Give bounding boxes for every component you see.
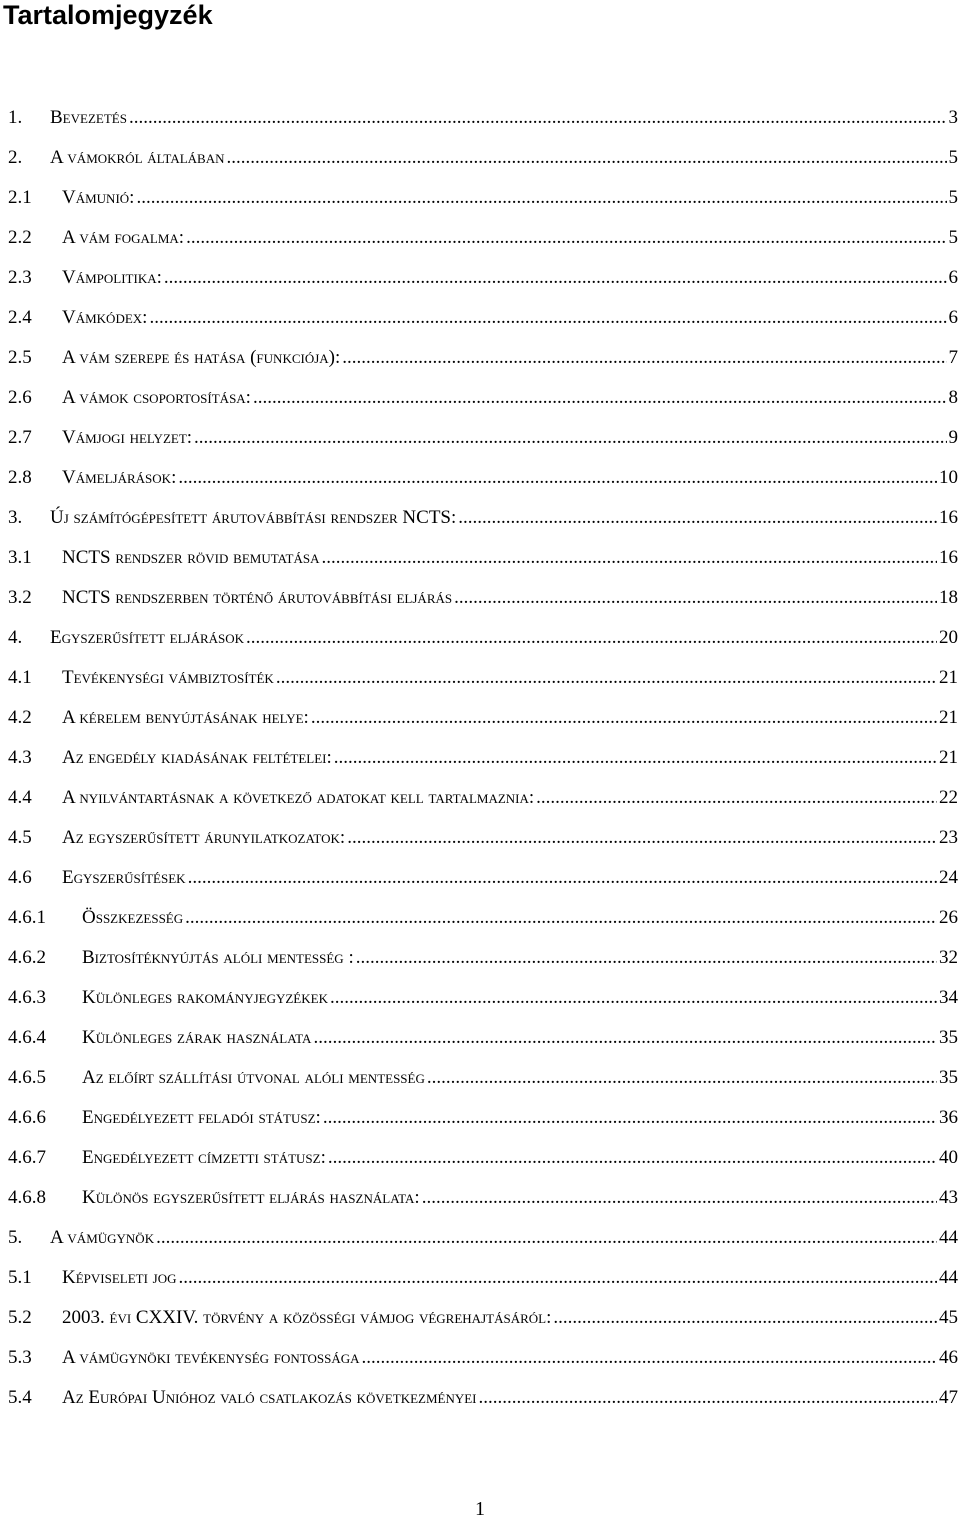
toc-entry[interactable] (8, 1145, 958, 1171)
toc-entry-title: A vám szerepe és hatása (funkciója): (62, 347, 341, 368)
toc-entry-title: Képviseleti jog (62, 1267, 177, 1288)
toc-entry[interactable] (8, 745, 958, 771)
toc-entry-title: Különleges rakományjegyzékek (82, 987, 328, 1008)
toc-entry-title: Tevékenységi vámbiztosíték (62, 667, 274, 688)
toc-dot-leader (479, 1385, 937, 1411)
page-number: 1 (475, 1498, 485, 1520)
toc-entry-page: 6 (948, 267, 958, 288)
toc-entry[interactable] (8, 1065, 958, 1091)
toc-dot-leader (334, 745, 937, 771)
toc-entry-page: 5 (948, 187, 958, 208)
toc-dot-leader (356, 945, 937, 971)
toc-dot-leader (427, 1065, 937, 1091)
toc-entry-page: 32 (939, 947, 958, 968)
toc-entry-number: 4.3 (8, 747, 32, 768)
toc-dot-leader (322, 545, 937, 571)
toc-entry-number: 2.8 (8, 467, 32, 488)
toc-entry-number: 4. (8, 627, 23, 648)
toc-entry-page: 8 (948, 387, 958, 408)
toc-entry[interactable] (8, 1025, 958, 1051)
toc-entry-page: 36 (939, 1107, 958, 1128)
toc-dot-leader (149, 305, 946, 331)
toc-entry-page: 5 (948, 227, 958, 248)
toc-dot-leader (311, 705, 937, 731)
toc-entry-title: Bevezetés (50, 107, 127, 128)
toc-entry[interactable] (8, 985, 958, 1011)
toc-entry-number: 4.6.3 (8, 987, 46, 1008)
toc-dot-leader (323, 1105, 937, 1131)
toc-entry[interactable] (8, 1225, 958, 1251)
toc-entry-page: 23 (939, 827, 958, 848)
toc-entry-number: 2.7 (8, 427, 32, 448)
toc-entry-number: 4.4 (8, 787, 32, 808)
toc-entry-page: 46 (939, 1347, 958, 1368)
toc-dot-leader (330, 985, 937, 1011)
toc-entry-title: Különös egyszerűsített eljárás használata: (82, 1187, 420, 1208)
toc-entry-page: 18 (939, 587, 958, 608)
toc-dot-leader (362, 1345, 937, 1371)
toc-entry-page: 10 (939, 467, 958, 488)
toc-entry-page: 9 (948, 427, 958, 448)
toc-entry-title: Vámkódex: (62, 307, 148, 328)
toc-entry[interactable] (8, 585, 958, 611)
toc-entry[interactable] (8, 785, 958, 811)
toc-dot-leader (178, 465, 937, 491)
toc-entry-title: A vámügynök (50, 1227, 155, 1248)
toc-entry[interactable] (8, 185, 958, 211)
toc-entry[interactable] (8, 425, 958, 451)
toc-entry[interactable] (8, 1305, 958, 1331)
toc-entry-page: 35 (939, 1027, 958, 1048)
toc-entry[interactable] (8, 825, 958, 851)
toc-entry[interactable] (8, 265, 958, 291)
toc-entry-number: 5.2 (8, 1307, 32, 1328)
toc-entry-title: A vám fogalma: (62, 227, 185, 248)
toc-entry[interactable] (8, 385, 958, 411)
toc-dot-leader (313, 1025, 937, 1051)
toc-entry-page: 26 (939, 907, 958, 928)
toc-entry-page: 21 (939, 707, 958, 728)
toc-dot-leader (179, 1265, 937, 1291)
toc-entry-title: Vámjogi helyzet: (62, 427, 193, 448)
toc-dot-leader (454, 585, 937, 611)
toc-entry[interactable] (8, 1265, 958, 1291)
toc-entry-number: 2.2 (8, 227, 32, 248)
toc-entry-page: 6 (948, 307, 958, 328)
toc-entry-page: 20 (939, 627, 958, 648)
toc-entry-page: 5 (948, 147, 958, 168)
toc-entry-number: 5.4 (8, 1387, 32, 1408)
toc-entry-page: 47 (939, 1387, 958, 1408)
toc-entry[interactable] (8, 145, 958, 171)
toc-dot-leader (253, 385, 947, 411)
toc-dot-leader (553, 1305, 937, 1331)
toc-entry-title: Összkezesség (82, 907, 184, 928)
toc-entry[interactable] (8, 1105, 958, 1131)
toc-dot-leader (422, 1185, 937, 1211)
toc-entry-title: A vámügynöki tevékenység fontossága (62, 1347, 360, 1368)
toc-dot-leader (194, 425, 946, 451)
toc-entry-title: NCTS rendszer rövid bemutatása (62, 547, 320, 568)
toc-entry-title: Vámeljárások: (62, 467, 177, 488)
toc-entry-page: 44 (939, 1227, 958, 1248)
toc-entry[interactable] (8, 1385, 958, 1411)
toc-entry-number: 5.3 (8, 1347, 32, 1368)
toc-entry-page: 40 (939, 1147, 958, 1168)
toc-entry-title: Az előírt szállítási útvonal alóli mentesség (82, 1067, 425, 1088)
toc-entry-number: 3.1 (8, 547, 32, 568)
toc-entry[interactable] (8, 625, 958, 651)
toc-entry-page: 24 (939, 867, 958, 888)
toc-entry-number: 4.5 (8, 827, 32, 848)
toc-entry-page: 16 (939, 547, 958, 568)
toc-entry-number: 4.6.2 (8, 947, 46, 968)
toc-entry-number: 4.6.5 (8, 1067, 46, 1088)
toc-entry[interactable] (8, 945, 958, 971)
toc-entry-title: Vámpolitika: (62, 267, 162, 288)
toc-entry-title: Az Európai Unióhoz való csatlakozás következményei (62, 1387, 477, 1408)
toc-entry[interactable] (8, 225, 958, 251)
toc-entry-number: 3.2 (8, 587, 32, 608)
toc-dot-leader (347, 825, 937, 851)
toc-entry-number: 4.2 (8, 707, 32, 728)
toc-entry-page: 44 (939, 1267, 958, 1288)
toc-entry-page: 16 (939, 507, 958, 528)
toc-entry-title: 2003. évi CXXIV. törvény a közösségi vámjog végrehajtásáról: (62, 1307, 552, 1328)
toc-entry-number: 1. (8, 107, 23, 128)
toc-entry-number: 4.6.1 (8, 907, 46, 928)
toc-entry-number: 3. (8, 507, 23, 528)
toc-dot-leader (164, 265, 947, 291)
toc-entry-number: 4.6.4 (8, 1027, 46, 1048)
toc-dot-leader (186, 225, 946, 251)
toc-entry-page: 21 (939, 747, 958, 768)
toc-dot-leader (458, 505, 937, 531)
toc-entry-title: Engedélyezett feladói státusz: (82, 1107, 321, 1128)
toc-entry[interactable] (8, 1345, 958, 1371)
toc-entry[interactable] (8, 545, 958, 571)
toc-entry[interactable] (8, 465, 958, 491)
toc-entry[interactable] (8, 705, 958, 731)
toc-entry-page: 22 (939, 787, 958, 808)
toc-entry-title: A kérelem benyújtásának helye: (62, 707, 309, 728)
toc-dot-leader (185, 905, 937, 931)
toc-entry-number: 2.3 (8, 267, 32, 288)
toc-entry-number: 4.6 (8, 867, 32, 888)
toc-entry[interactable] (8, 505, 958, 531)
toc-entry[interactable] (8, 105, 958, 131)
toc-entry[interactable] (8, 665, 958, 691)
toc-entry-page: 7 (948, 347, 958, 368)
toc-entry-title: Engedélyezett címzetti státusz: (82, 1147, 326, 1168)
toc-dot-leader (188, 865, 937, 891)
toc-dot-leader (129, 105, 947, 131)
toc-entry-title: A nyilvántartásnak a következő adatokat kell tartalmaznia: (62, 787, 535, 808)
toc-entry-page: 45 (939, 1307, 958, 1328)
toc-entry-number: 2.5 (8, 347, 32, 368)
toc-entry-title: Vámunió: (62, 187, 135, 208)
toc-entry-number: 4.6.6 (8, 1107, 46, 1128)
toc-entry[interactable] (8, 305, 958, 331)
toc-entry-number: 2. (8, 147, 23, 168)
toc-dot-leader (246, 625, 937, 651)
toc-dot-leader (328, 1145, 937, 1171)
toc-entry[interactable] (8, 1185, 958, 1211)
toc-dot-leader (227, 145, 947, 171)
toc-entry-number: 4.6.7 (8, 1147, 46, 1168)
toc-entry-page: 21 (939, 667, 958, 688)
toc-entry[interactable] (8, 865, 958, 891)
toc-entry-page: 43 (939, 1187, 958, 1208)
toc-entry-title: Új számítógépesített árutovábbítási rendszer NCTS: (50, 507, 457, 528)
toc-dot-leader (342, 345, 946, 371)
toc-entry-number: 4.6.8 (8, 1187, 46, 1208)
toc-entry-title: Egyszerűsítések (62, 867, 186, 888)
toc-dot-leader (156, 1225, 937, 1251)
toc-entry-title: Az egyszerűsített árunyilatkozatok: (62, 827, 346, 848)
toc-dot-leader (536, 785, 937, 811)
toc-entry-number: 5. (8, 1227, 23, 1248)
toc-entry-number: 2.6 (8, 387, 32, 408)
toc-entry-title: Biztosítéknyújtás alóli mentesség : (82, 947, 354, 968)
toc-entry-page: 34 (939, 987, 958, 1008)
toc-entry-title: Egyszerűsített eljárások (50, 627, 245, 648)
toc-entry-page: 35 (939, 1067, 958, 1088)
toc-entry-title: Különleges zárak használata (82, 1027, 312, 1048)
toc-entry-title: A vámok csoportosítása: (62, 387, 251, 408)
toc-entry-number: 5.1 (8, 1267, 32, 1288)
toc-entry-title: NCTS rendszerben történő árutovábbítási eljárás (62, 587, 453, 608)
toc-dot-leader (136, 185, 946, 211)
toc-entry-number: 2.1 (8, 187, 32, 208)
page-title: Tartalomjegyzék (3, 0, 213, 30)
toc-dot-leader (276, 665, 937, 691)
toc-entry-number: 4.1 (8, 667, 32, 688)
toc-entry[interactable] (8, 905, 958, 931)
toc-entry[interactable] (8, 345, 958, 371)
toc-entry-page: 3 (948, 107, 958, 128)
toc-entry-title: A vámokról általában (50, 147, 225, 168)
toc-entry-title: Az engedély kiadásának feltételei: (62, 747, 332, 768)
toc-entry-number: 2.4 (8, 307, 32, 328)
